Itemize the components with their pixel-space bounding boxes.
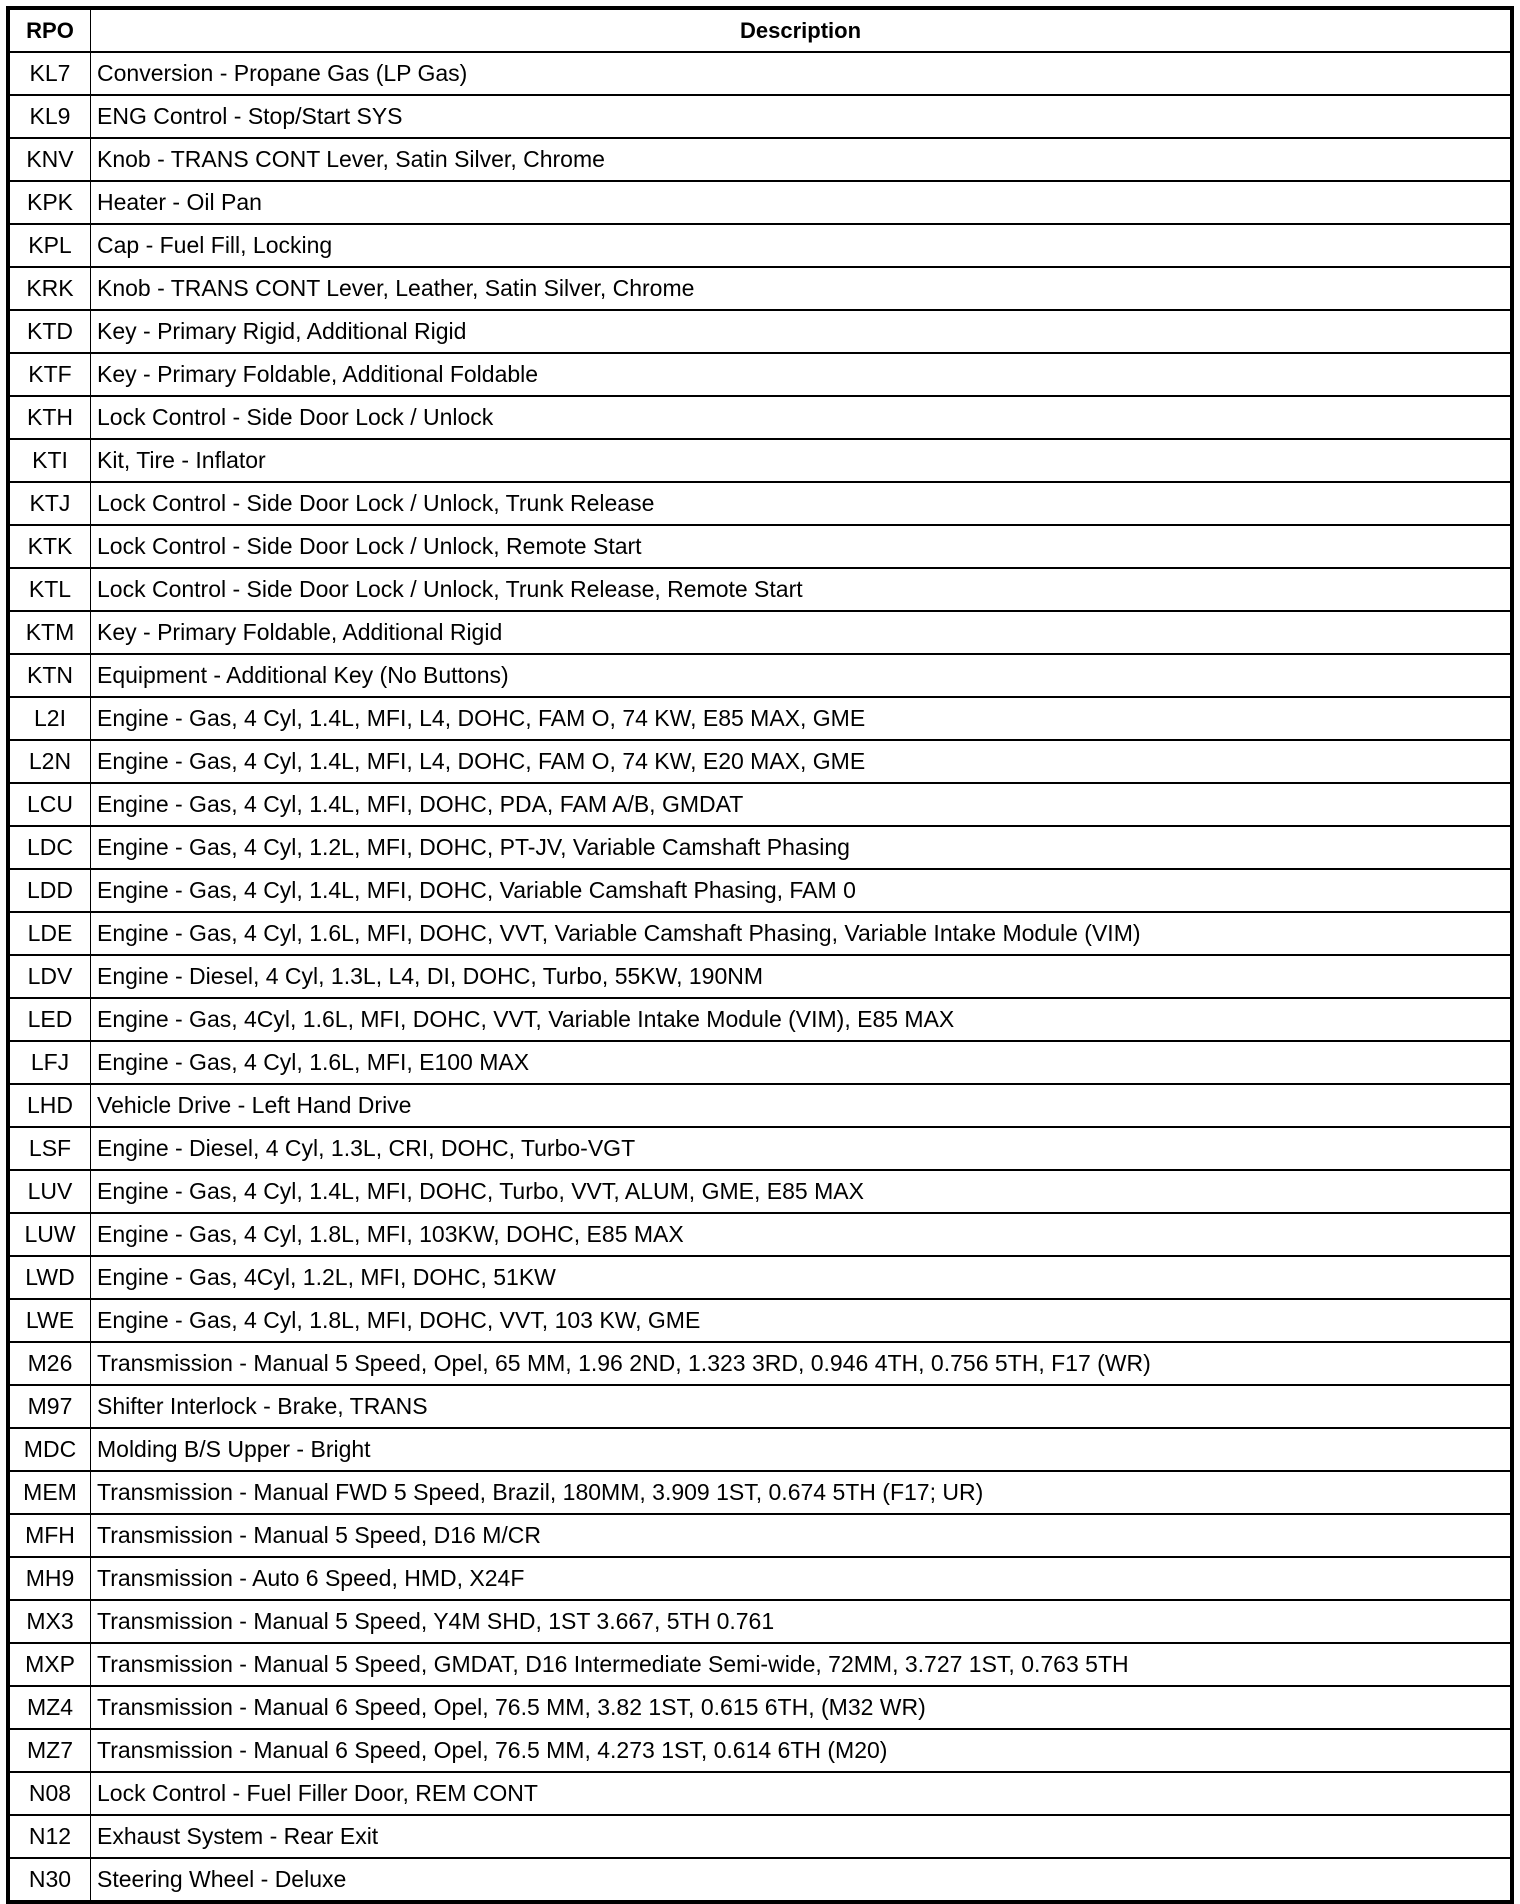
description-cell: Engine - Gas, 4 Cyl, 1.4L, MFI, DOHC, Turbo, VVT, ALUM, GME, E85 MAX	[91, 1170, 1513, 1213]
rpo-code-cell: LDD	[8, 869, 91, 912]
rpo-code-cell: KTM	[8, 611, 91, 654]
table-row	[8, 1041, 1512, 1084]
header-rpo: RPO	[8, 8, 91, 52]
rpo-code-cell: MZ4	[8, 1686, 91, 1729]
rpo-code-cell: LFJ	[8, 1041, 91, 1084]
rpo-code-cell: MX3	[8, 1600, 91, 1643]
rpo-code-cell: LWD	[8, 1256, 91, 1299]
rpo-code-cell: KL7	[8, 52, 91, 95]
description-cell: Lock Control - Side Door Lock / Unlock	[91, 396, 1513, 439]
description-cell: Kit, Tire - Inflator	[91, 439, 1513, 482]
description-cell: Transmission - Manual 6 Speed, Opel, 76.5 MM, 4.273 1ST, 0.614 6TH (M20)	[91, 1729, 1513, 1772]
description-cell: Transmission - Manual 5 Speed, D16 M/CR	[91, 1514, 1513, 1557]
rpo-code-cell: KL9	[8, 95, 91, 138]
description-cell: Knob - TRANS CONT Lever, Satin Silver, Chrome	[91, 138, 1513, 181]
rpo-code-cell: N12	[8, 1815, 91, 1858]
description-cell: Cap - Fuel Fill, Locking	[91, 224, 1513, 267]
rpo-code-cell: LCU	[8, 783, 91, 826]
table-row	[8, 955, 1512, 998]
description-cell: Transmission - Manual 5 Speed, Y4M SHD, 1ST 3.667, 5TH 0.761	[91, 1600, 1513, 1643]
rpo-table	[6, 6, 1514, 1904]
rpo-code-cell: MH9	[8, 1557, 91, 1600]
description-cell: Transmission - Auto 6 Speed, HMD, X24F	[91, 1557, 1513, 1600]
table-row	[8, 525, 1512, 568]
description-cell: Engine - Gas, 4 Cyl, 1.2L, MFI, DOHC, PT-JV, Variable Camshaft Phasing	[91, 826, 1513, 869]
table-row	[8, 783, 1512, 826]
description-cell: Engine - Gas, 4 Cyl, 1.8L, MFI, 103KW, DOHC, E85 MAX	[91, 1213, 1513, 1256]
description-cell: Engine - Gas, 4 Cyl, 1.8L, MFI, DOHC, VVT, 103 KW, GME	[91, 1299, 1513, 1342]
table-row	[8, 482, 1512, 525]
table-row	[8, 1342, 1512, 1385]
rpo-code-cell: MFH	[8, 1514, 91, 1557]
table-row	[8, 353, 1512, 396]
description-cell: Conversion - Propane Gas (LP Gas)	[91, 52, 1513, 95]
description-cell: Transmission - Manual 6 Speed, Opel, 76.5 MM, 3.82 1ST, 0.615 6TH, (M32 WR)	[91, 1686, 1513, 1729]
table-row	[8, 224, 1512, 267]
description-cell: Key - Primary Foldable, Additional Rigid	[91, 611, 1513, 654]
table-row	[8, 697, 1512, 740]
rpo-code-cell: MDC	[8, 1428, 91, 1471]
table-row	[8, 654, 1512, 697]
table-row	[8, 1299, 1512, 1342]
table-row	[8, 1858, 1512, 1902]
description-cell: Engine - Gas, 4 Cyl, 1.4L, MFI, DOHC, PDA, FAM A/B, GMDAT	[91, 783, 1513, 826]
table-row	[8, 1385, 1512, 1428]
description-cell: Vehicle Drive - Left Hand Drive	[91, 1084, 1513, 1127]
rpo-code-cell: N08	[8, 1772, 91, 1815]
rpo-code-cell: LDE	[8, 912, 91, 955]
table-row	[8, 1213, 1512, 1256]
header-description: Description	[91, 8, 1513, 52]
description-cell: Engine - Gas, 4 Cyl, 1.6L, MFI, E100 MAX	[91, 1041, 1513, 1084]
rpo-code-cell: KPL	[8, 224, 91, 267]
rpo-code-cell: LDC	[8, 826, 91, 869]
description-cell: Equipment - Additional Key (No Buttons)	[91, 654, 1513, 697]
table-row	[8, 1084, 1512, 1127]
rpo-code-cell: LWE	[8, 1299, 91, 1342]
rpo-code-cell: KTK	[8, 525, 91, 568]
description-cell: Key - Primary Rigid, Additional Rigid	[91, 310, 1513, 353]
rpo-code-cell: MEM	[8, 1471, 91, 1514]
table-row	[8, 1471, 1512, 1514]
description-cell: Engine - Gas, 4Cyl, 1.2L, MFI, DOHC, 51KW	[91, 1256, 1513, 1299]
description-cell: Engine - Gas, 4Cyl, 1.6L, MFI, DOHC, VVT, Variable Intake Module (VIM), E85 MAX	[91, 998, 1513, 1041]
description-cell: Lock Control - Side Door Lock / Unlock, Trunk Release, Remote Start	[91, 568, 1513, 611]
description-cell: Engine - Diesel, 4 Cyl, 1.3L, CRI, DOHC, Turbo-VGT	[91, 1127, 1513, 1170]
table-row	[8, 912, 1512, 955]
rpo-code-cell: LED	[8, 998, 91, 1041]
rpo-code-cell: KTL	[8, 568, 91, 611]
description-cell: Engine - Gas, 4 Cyl, 1.4L, MFI, L4, DOHC, FAM O, 74 KW, E20 MAX, GME	[91, 740, 1513, 783]
description-cell: Exhaust System - Rear Exit	[91, 1815, 1513, 1858]
table-row	[8, 310, 1512, 353]
rpo-code-cell: L2I	[8, 697, 91, 740]
rpo-code-cell: KTI	[8, 439, 91, 482]
rpo-code-cell: MZ7	[8, 1729, 91, 1772]
rpo-code-cell: M97	[8, 1385, 91, 1428]
table-row	[8, 826, 1512, 869]
rpo-code-cell: KTJ	[8, 482, 91, 525]
description-cell: Lock Control - Side Door Lock / Unlock, Remote Start	[91, 525, 1513, 568]
table-row	[8, 1557, 1512, 1600]
description-cell: Knob - TRANS CONT Lever, Leather, Satin Silver, Chrome	[91, 267, 1513, 310]
description-cell: Heater - Oil Pan	[91, 181, 1513, 224]
table-row	[8, 267, 1512, 310]
description-cell: Shifter Interlock - Brake, TRANS	[91, 1385, 1513, 1428]
description-cell: Transmission - Manual 5 Speed, Opel, 65 MM, 1.96 2ND, 1.323 3RD, 0.946 4TH, 0.756 5TH, F17 (WR)	[91, 1342, 1513, 1385]
table-row	[8, 1772, 1512, 1815]
rpo-code-cell: KPK	[8, 181, 91, 224]
description-cell: Lock Control - Fuel Filler Door, REM CONT	[91, 1772, 1513, 1815]
rpo-code-cell: N30	[8, 1858, 91, 1902]
description-cell: Key - Primary Foldable, Additional Foldable	[91, 353, 1513, 396]
table-row	[8, 1600, 1512, 1643]
table-row	[8, 1729, 1512, 1772]
rpo-code-cell: LSF	[8, 1127, 91, 1170]
table-row	[8, 998, 1512, 1041]
description-cell: Engine - Gas, 4 Cyl, 1.6L, MFI, DOHC, VVT, Variable Camshaft Phasing, Variable Intake Module (VIM)	[91, 912, 1513, 955]
table-header-row	[8, 8, 1512, 52]
table-row	[8, 1170, 1512, 1213]
table-row	[8, 181, 1512, 224]
table-row	[8, 611, 1512, 654]
description-cell: Engine - Diesel, 4 Cyl, 1.3L, L4, DI, DOHC, Turbo, 55KW, 190NM	[91, 955, 1513, 998]
table-row	[8, 1815, 1512, 1858]
rpo-code-cell: LUW	[8, 1213, 91, 1256]
description-cell: Molding B/S Upper - Bright	[91, 1428, 1513, 1471]
table-row	[8, 869, 1512, 912]
rpo-code-cell: MXP	[8, 1643, 91, 1686]
table-row	[8, 396, 1512, 439]
rpo-code-cell: LDV	[8, 955, 91, 998]
table-row	[8, 1428, 1512, 1471]
table-row	[8, 138, 1512, 181]
description-cell: Transmission - Manual 5 Speed, GMDAT, D16 Intermediate Semi-wide, 72MM, 3.727 1ST, 0.763 5TH	[91, 1643, 1513, 1686]
rpo-code-cell: KTD	[8, 310, 91, 353]
table-row	[8, 740, 1512, 783]
rpo-code-cell: KRK	[8, 267, 91, 310]
rpo-code-cell: KNV	[8, 138, 91, 181]
rpo-code-cell: KTN	[8, 654, 91, 697]
description-cell: Lock Control - Side Door Lock / Unlock, Trunk Release	[91, 482, 1513, 525]
description-cell: Engine - Gas, 4 Cyl, 1.4L, MFI, DOHC, Variable Camshaft Phasing, FAM 0	[91, 869, 1513, 912]
rpo-code-cell: L2N	[8, 740, 91, 783]
table-row	[8, 1514, 1512, 1557]
rpo-code-cell: KTF	[8, 353, 91, 396]
description-cell: Engine - Gas, 4 Cyl, 1.4L, MFI, L4, DOHC, FAM O, 74 KW, E85 MAX, GME	[91, 697, 1513, 740]
rpo-code-cell: KTH	[8, 396, 91, 439]
description-cell: Steering Wheel - Deluxe	[91, 1858, 1513, 1902]
table-row	[8, 95, 1512, 138]
rpo-code-cell: LHD	[8, 1084, 91, 1127]
table-row	[8, 1686, 1512, 1729]
table-row	[8, 439, 1512, 482]
table-row	[8, 1256, 1512, 1299]
rpo-code-cell: LUV	[8, 1170, 91, 1213]
table-row	[8, 1643, 1512, 1686]
table-row	[8, 52, 1512, 95]
rpo-code-cell: M26	[8, 1342, 91, 1385]
description-cell: Transmission - Manual FWD 5 Speed, Brazil, 180MM, 3.909 1ST, 0.674 5TH (F17; UR)	[91, 1471, 1513, 1514]
table-row	[8, 1127, 1512, 1170]
table-row	[8, 568, 1512, 611]
description-cell: ENG Control - Stop/Start SYS	[91, 95, 1513, 138]
